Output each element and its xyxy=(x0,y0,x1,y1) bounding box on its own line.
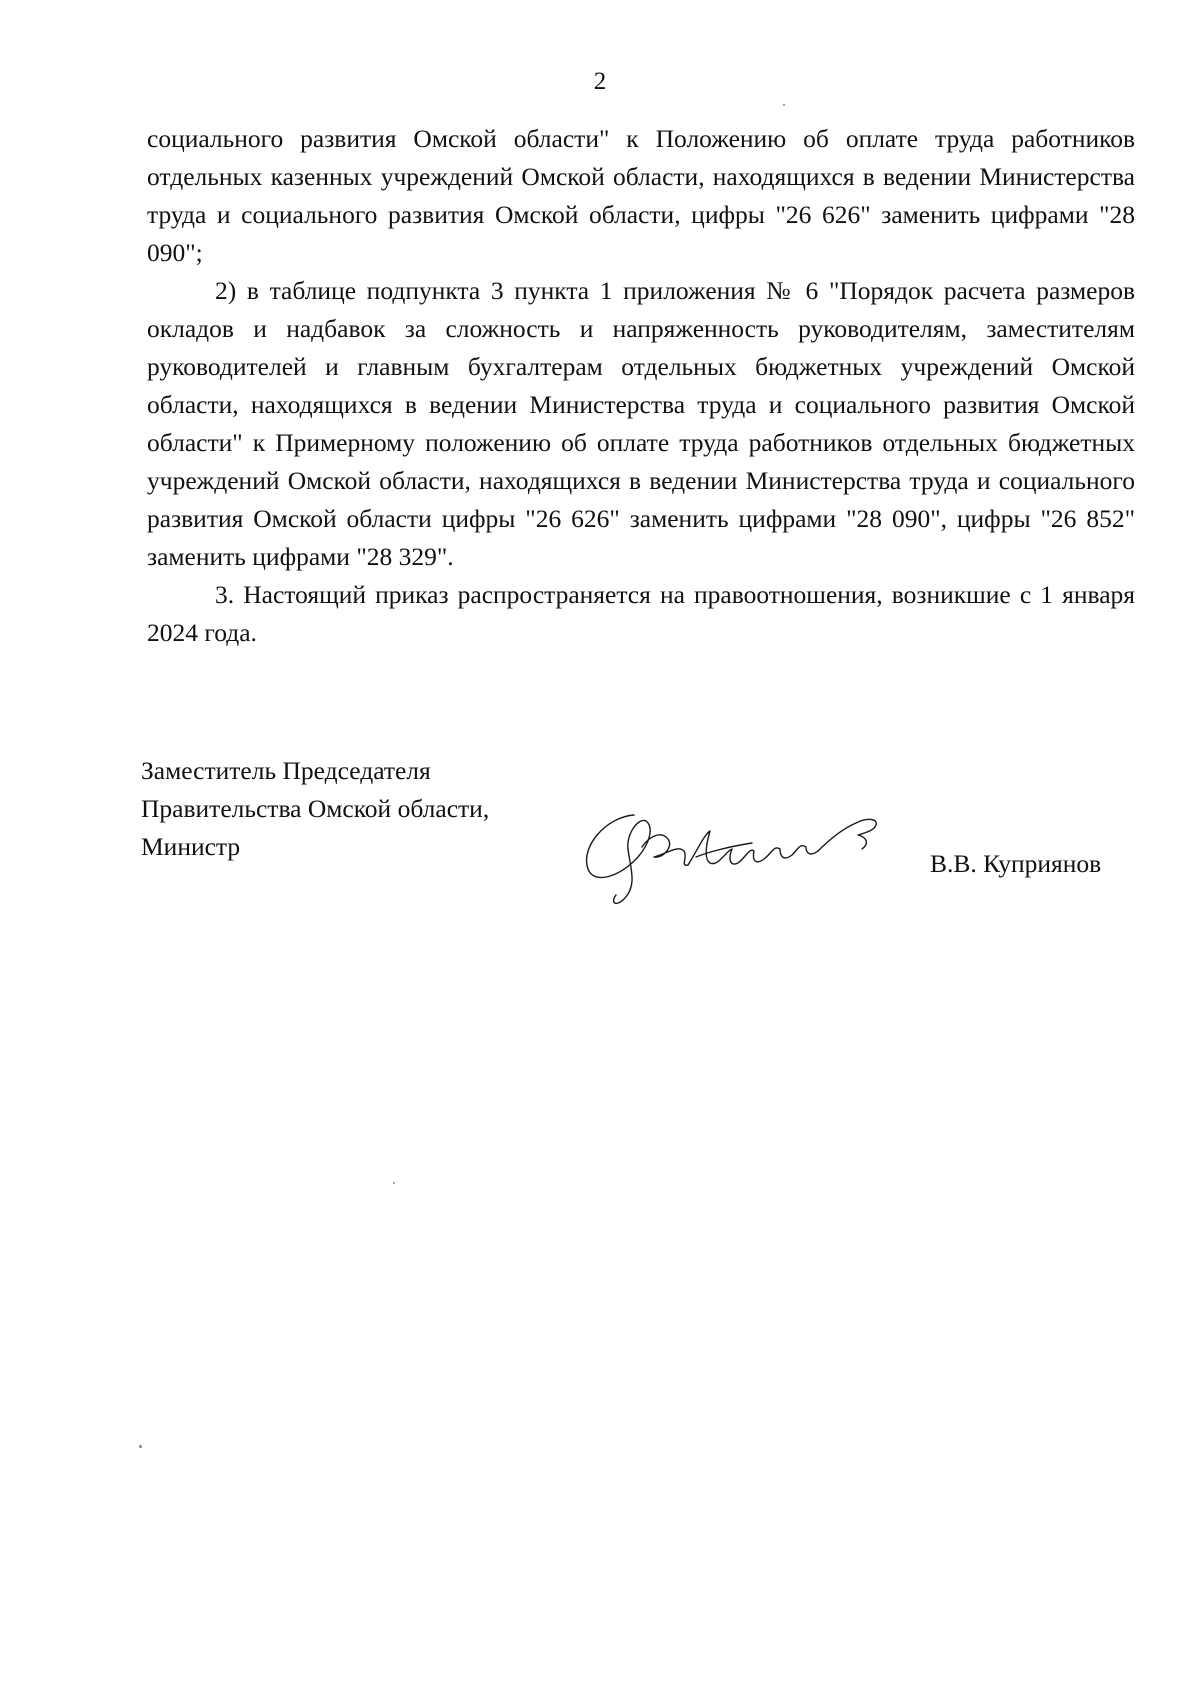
document-body xyxy=(147,120,1135,652)
paragraph-3: 3. Настоящий приказ распространяется на правоотношения, возникшие с 1 января 2024 года. xyxy=(147,580,1135,647)
scan-speck xyxy=(783,104,785,106)
scan-speck xyxy=(393,1182,395,1184)
signer-position-line-1: Заместитель Председателя xyxy=(141,756,431,785)
signer-position-line-3: Министр xyxy=(141,832,241,861)
paragraph-1: социального развития Омской области" к Положению об оплате труда работников отдельных казенных учреждений Омской области, находящихся в ведении Министерства труда и социального развития Омской области, цифры "26 626" заменить цифрами "28 090"; xyxy=(147,124,1135,267)
signer-position-line-2: Правительства Омской области, xyxy=(141,794,490,823)
paragraph-2: 2) в таблице подпункта 3 пункта 1 приложения № 6 "Порядок расчета размеров окладов и надбавок за сложность и напряженность руководителям, заместителям руководителей и главным бухгалтерам отдельных бюджетных учреждений Омской области, находящихся в ведении Министерства труда и социального развития Омской области" к Примерному положению об оплате труда работников отдельных бюджетных учреждений Омской области, находящихся в ведении Министерства труда и социального развития Омской области цифры "26 626" заменить цифрами "28 090", цифры "26 852" заменить цифрами "28 329". xyxy=(147,276,1135,571)
page-number: 2 xyxy=(593,68,607,95)
scan-speck xyxy=(139,1445,142,1448)
handwritten-signature xyxy=(576,787,896,917)
signer-name: В.В. Куприянов xyxy=(930,849,1102,878)
signer-position xyxy=(141,752,489,866)
